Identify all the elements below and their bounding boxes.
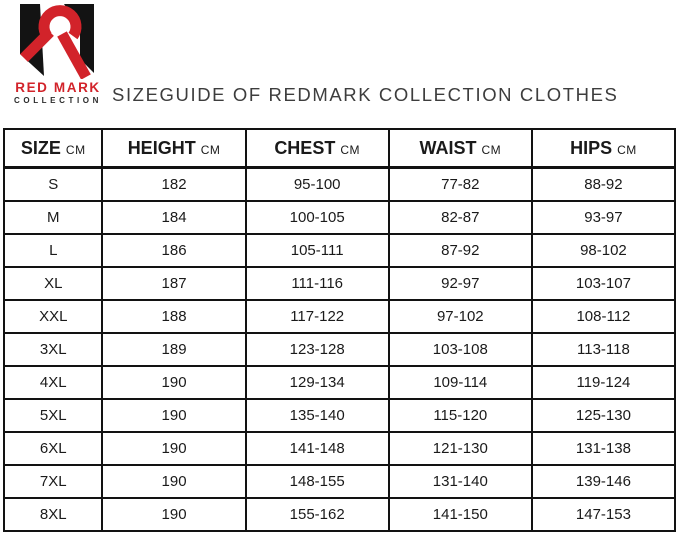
table-row [4,399,675,432]
height-cell: 190 [102,432,245,465]
waist-cell: 103-108 [389,333,532,366]
sizeguide-table [3,128,676,532]
column-header-hips [532,129,675,168]
chest-cell: 117-122 [246,300,389,333]
table-row [4,366,675,399]
height-cell: 190 [102,498,245,531]
column-header-chest [246,129,389,168]
hips-cell: 103-107 [532,267,675,300]
column-label: CHEST [274,137,336,158]
chest-cell: 95-100 [246,168,389,202]
hips-cell: 113-118 [532,333,675,366]
waist-cell: 92-97 [389,267,532,300]
height-cell: 188 [102,300,245,333]
column-unit: CM [65,142,86,157]
chest-cell: 155-162 [246,498,389,531]
chest-cell: 135-140 [246,399,389,432]
waist-cell: 109-114 [389,366,532,399]
hips-cell: 93-97 [532,201,675,234]
size-cell: M [4,201,102,234]
hips-cell: 131-138 [532,432,675,465]
waist-cell: 115-120 [389,399,532,432]
waist-cell: 82-87 [389,201,532,234]
column-unit: CM [200,142,221,157]
hips-cell: 98-102 [532,234,675,267]
column-label: HEIGHT [127,137,196,158]
column-label: WAIST [419,137,477,158]
header-row [4,129,675,168]
column-label: HIPS [570,137,613,158]
brand-logo [10,3,106,105]
size-cell: XXL [4,300,102,333]
size-cell: 8XL [4,498,102,531]
size-cell: 6XL [4,432,102,465]
size-cell: 3XL [4,333,102,366]
column-header-height [102,129,245,168]
height-cell: 187 [102,267,245,300]
column-unit: CM [617,142,637,157]
size-cell: 4XL [4,366,102,399]
column-header-size [4,129,102,168]
table-header [4,129,675,168]
hips-cell: 119-124 [532,366,675,399]
table-row [4,300,675,333]
hips-cell: 108-112 [532,300,675,333]
waist-cell: 87-92 [389,234,532,267]
table-row [4,234,675,267]
column-label: SIZE [20,137,61,158]
waist-cell: 77-82 [389,168,532,202]
height-cell: 182 [102,168,245,202]
waist-cell: 131-140 [389,465,532,498]
chest-cell: 129-134 [246,366,389,399]
table-row [4,465,675,498]
table-row [4,201,675,234]
hips-cell: 88-92 [532,168,675,202]
waist-cell: 97-102 [389,300,532,333]
chest-cell: 100-105 [246,201,389,234]
size-cell: 5XL [4,399,102,432]
column-unit: CM [481,142,502,157]
waist-cell: 141-150 [389,498,532,531]
chest-cell: 148-155 [246,465,389,498]
table-row [4,333,675,366]
brand-subtitle: COLLECTION [14,96,102,105]
waist-cell: 121-130 [389,432,532,465]
page-title: SIZEGUIDE OF REDMARK COLLECTION CLOTHES [112,84,619,105]
size-cell: S [4,168,102,202]
hips-cell: 125-130 [532,399,675,432]
size-cell: L [4,234,102,267]
chest-cell: 141-148 [246,432,389,465]
chest-cell: 123-128 [246,333,389,366]
size-cell: XL [4,267,102,300]
size-table-body [4,168,675,532]
table-row [4,432,675,465]
redmark-monogram-icon [10,3,106,79]
brand-name: RED MARK [15,80,101,95]
table-row [4,267,675,300]
chest-cell: 105-111 [246,234,389,267]
table-row [4,498,675,531]
hips-cell: 147-153 [532,498,675,531]
height-cell: 190 [102,366,245,399]
height-cell: 184 [102,201,245,234]
size-cell: 7XL [4,465,102,498]
height-cell: 186 [102,234,245,267]
height-cell: 190 [102,399,245,432]
height-cell: 190 [102,465,245,498]
chest-cell: 111-116 [246,267,389,300]
column-unit: CM [340,142,361,157]
height-cell: 189 [102,333,245,366]
hips-cell: 139-146 [532,465,675,498]
column-header-waist [389,129,532,168]
table-row [4,168,675,202]
